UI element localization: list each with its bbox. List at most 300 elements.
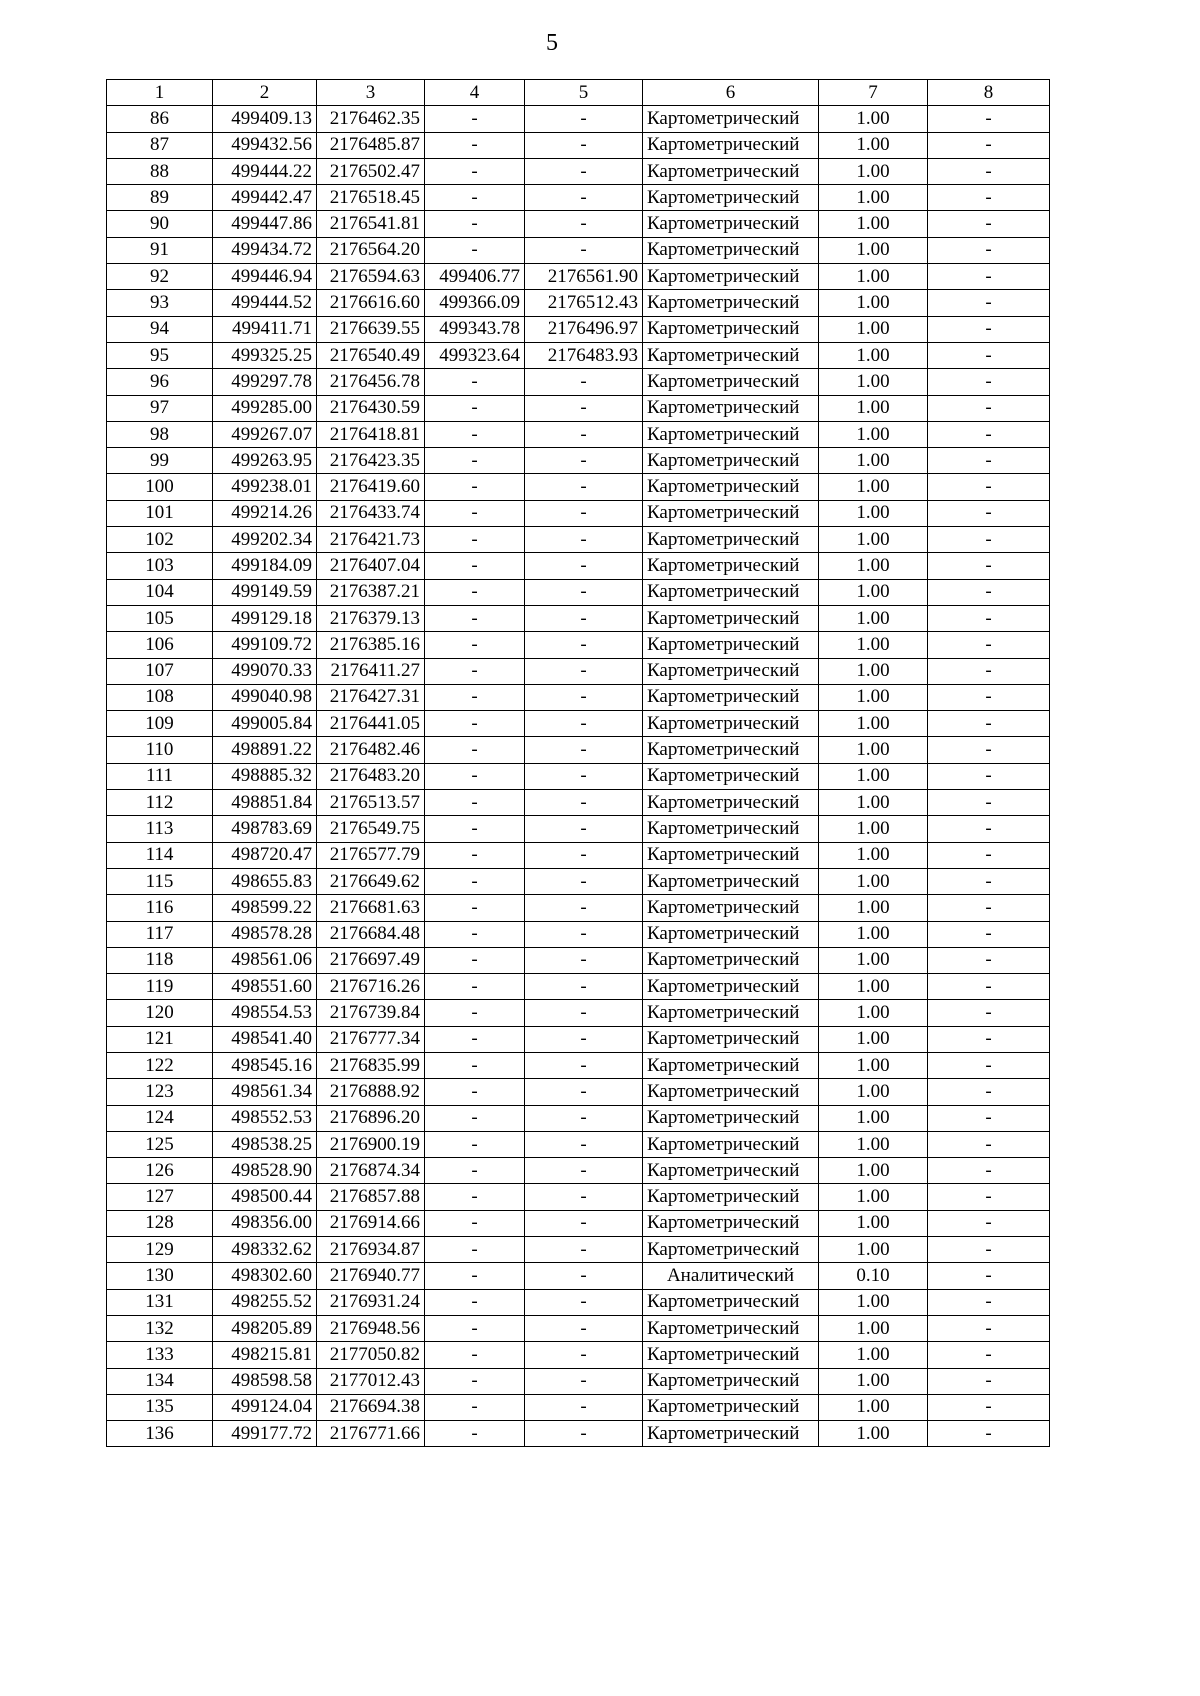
description-cell: - <box>928 1368 1050 1394</box>
method-cell: Картометрический <box>643 1026 819 1052</box>
x2-coordinate-cell: - <box>425 1421 525 1447</box>
method-cell: Картометрический <box>643 895 819 921</box>
y2-coordinate-cell: 2176561.90 <box>525 264 643 290</box>
method-cell: Картометрический <box>643 448 819 474</box>
table-row <box>107 605 1050 631</box>
method-cell: Картометрический <box>643 500 819 526</box>
y2-coordinate-cell: - <box>525 553 643 579</box>
y-coordinate-cell: 2176411.27 <box>317 658 425 684</box>
point-number-cell: 126 <box>107 1158 213 1184</box>
y2-coordinate-cell: - <box>525 816 643 842</box>
page-number: 5 <box>546 30 558 56</box>
method-cell: Картометрический <box>643 395 819 421</box>
x2-coordinate-cell: - <box>425 421 525 447</box>
description-cell: - <box>928 474 1050 500</box>
point-number-cell: 95 <box>107 342 213 368</box>
accuracy-cell: 1.00 <box>819 1289 928 1315</box>
table-row <box>107 658 1050 684</box>
x2-coordinate-cell: - <box>425 474 525 500</box>
x2-coordinate-cell: - <box>425 605 525 631</box>
table-row <box>107 579 1050 605</box>
point-number-cell: 133 <box>107 1342 213 1368</box>
y-coordinate-cell: 2176900.19 <box>317 1131 425 1157</box>
table-row <box>107 421 1050 447</box>
y-coordinate-cell: 2176427.31 <box>317 684 425 710</box>
x-coordinate-cell: 499214.26 <box>213 500 317 526</box>
accuracy-cell: 1.00 <box>819 500 928 526</box>
accuracy-cell: 1.00 <box>819 842 928 868</box>
method-cell: Картометрический <box>643 106 819 132</box>
accuracy-cell: 1.00 <box>819 421 928 447</box>
y2-coordinate-cell: - <box>525 1210 643 1236</box>
description-cell: - <box>928 211 1050 237</box>
table-row <box>107 211 1050 237</box>
y-coordinate-cell: 2176518.45 <box>317 185 425 211</box>
point-number-cell: 132 <box>107 1315 213 1341</box>
accuracy-cell: 1.00 <box>819 1158 928 1184</box>
x-coordinate-cell: 498552.53 <box>213 1105 317 1131</box>
x2-coordinate-cell: - <box>425 1368 525 1394</box>
y-coordinate-cell: 2176931.24 <box>317 1289 425 1315</box>
method-cell: Картометрический <box>643 527 819 553</box>
accuracy-cell: 1.00 <box>819 1105 928 1131</box>
method-cell: Картометрический <box>643 974 819 1000</box>
x-coordinate-cell: 498538.25 <box>213 1131 317 1157</box>
description-cell: - <box>928 868 1050 894</box>
y-coordinate-cell: 2176430.59 <box>317 395 425 421</box>
x2-coordinate-cell: - <box>425 1263 525 1289</box>
y2-coordinate-cell: - <box>525 895 643 921</box>
method-cell: Картометрический <box>643 816 819 842</box>
table-row <box>107 1026 1050 1052</box>
x2-coordinate-cell: 499323.64 <box>425 342 525 368</box>
x2-coordinate-cell: - <box>425 527 525 553</box>
method-cell: Картометрический <box>643 185 819 211</box>
method-cell: Картометрический <box>643 1079 819 1105</box>
accuracy-cell: 1.00 <box>819 474 928 500</box>
y-coordinate-cell: 2176485.87 <box>317 132 425 158</box>
point-number-cell: 129 <box>107 1237 213 1263</box>
point-number-cell: 127 <box>107 1184 213 1210</box>
point-number-cell: 106 <box>107 632 213 658</box>
method-cell: Картометрический <box>643 1421 819 1447</box>
y2-coordinate-cell: - <box>525 1237 643 1263</box>
y2-coordinate-cell: - <box>525 684 643 710</box>
y-coordinate-cell: 2176874.34 <box>317 1158 425 1184</box>
method-cell: Картометрический <box>643 1315 819 1341</box>
x2-coordinate-cell: - <box>425 895 525 921</box>
description-cell: - <box>928 1263 1050 1289</box>
description-cell: - <box>928 1237 1050 1263</box>
y2-coordinate-cell: - <box>525 947 643 973</box>
description-cell: - <box>928 500 1050 526</box>
y-coordinate-cell: 2176771.66 <box>317 1421 425 1447</box>
accuracy-cell: 0.10 <box>819 1263 928 1289</box>
accuracy-cell: 1.00 <box>819 868 928 894</box>
x-coordinate-cell: 498545.16 <box>213 1052 317 1078</box>
method-cell: Картометрический <box>643 790 819 816</box>
table-row <box>107 1237 1050 1263</box>
method-cell: Картометрический <box>643 1184 819 1210</box>
y2-coordinate-cell: - <box>525 658 643 684</box>
y-coordinate-cell: 2176914.66 <box>317 1210 425 1236</box>
table-row <box>107 342 1050 368</box>
y2-coordinate-cell: - <box>525 632 643 658</box>
point-number-cell: 97 <box>107 395 213 421</box>
x2-coordinate-cell: 499406.77 <box>425 264 525 290</box>
description-cell: - <box>928 158 1050 184</box>
y-coordinate-cell: 2176379.13 <box>317 605 425 631</box>
x2-coordinate-cell: - <box>425 369 525 395</box>
y-coordinate-cell: 2176482.46 <box>317 737 425 763</box>
accuracy-cell: 1.00 <box>819 1237 928 1263</box>
y-coordinate-cell: 2176549.75 <box>317 816 425 842</box>
column-header: 6 <box>643 80 819 106</box>
table-row <box>107 1158 1050 1184</box>
x2-coordinate-cell: - <box>425 158 525 184</box>
table-row <box>107 868 1050 894</box>
y2-coordinate-cell: - <box>525 921 643 947</box>
table-row <box>107 237 1050 263</box>
description-cell: - <box>928 1394 1050 1420</box>
method-cell: Картометрический <box>643 1052 819 1078</box>
method-cell: Картометрический <box>643 1394 819 1420</box>
description-cell: - <box>928 1131 1050 1157</box>
x2-coordinate-cell: - <box>425 816 525 842</box>
y2-coordinate-cell: - <box>525 474 643 500</box>
x-coordinate-cell: 498598.58 <box>213 1368 317 1394</box>
y-coordinate-cell: 2176639.55 <box>317 316 425 342</box>
description-cell: - <box>928 1079 1050 1105</box>
description-cell: - <box>928 237 1050 263</box>
description-cell: - <box>928 632 1050 658</box>
x-coordinate-cell: 498783.69 <box>213 816 317 842</box>
method-cell: Картометрический <box>643 237 819 263</box>
x2-coordinate-cell: - <box>425 1026 525 1052</box>
y-coordinate-cell: 2177050.82 <box>317 1342 425 1368</box>
x2-coordinate-cell: - <box>425 947 525 973</box>
accuracy-cell: 1.00 <box>819 106 928 132</box>
description-cell: - <box>928 1158 1050 1184</box>
accuracy-cell: 1.00 <box>819 974 928 1000</box>
description-cell: - <box>928 553 1050 579</box>
point-number-cell: 134 <box>107 1368 213 1394</box>
accuracy-cell: 1.00 <box>819 316 928 342</box>
description-cell: - <box>928 132 1050 158</box>
description-cell: - <box>928 1000 1050 1026</box>
accuracy-cell: 1.00 <box>819 790 928 816</box>
y-coordinate-cell: 2177012.43 <box>317 1368 425 1394</box>
x2-coordinate-cell: - <box>425 553 525 579</box>
table-row <box>107 1079 1050 1105</box>
x-coordinate-cell: 499444.22 <box>213 158 317 184</box>
x2-coordinate-cell: - <box>425 1394 525 1420</box>
x-coordinate-cell: 498528.90 <box>213 1158 317 1184</box>
y2-coordinate-cell: - <box>525 369 643 395</box>
accuracy-cell: 1.00 <box>819 632 928 658</box>
accuracy-cell: 1.00 <box>819 1342 928 1368</box>
table-row <box>107 1184 1050 1210</box>
method-cell: Картометрический <box>643 868 819 894</box>
point-number-cell: 87 <box>107 132 213 158</box>
x2-coordinate-cell: - <box>425 132 525 158</box>
x2-coordinate-cell: - <box>425 211 525 237</box>
x-coordinate-cell: 498302.60 <box>213 1263 317 1289</box>
x-coordinate-cell: 498356.00 <box>213 1210 317 1236</box>
accuracy-cell: 1.00 <box>819 816 928 842</box>
x-coordinate-cell: 498215.81 <box>213 1342 317 1368</box>
y-coordinate-cell: 2176419.60 <box>317 474 425 500</box>
x2-coordinate-cell: - <box>425 868 525 894</box>
y2-coordinate-cell: - <box>525 1158 643 1184</box>
description-cell: - <box>928 527 1050 553</box>
description-cell: - <box>928 711 1050 737</box>
y2-coordinate-cell: - <box>525 1026 643 1052</box>
y2-coordinate-cell: 2176496.97 <box>525 316 643 342</box>
method-cell: Картометрический <box>643 132 819 158</box>
description-cell: - <box>928 1315 1050 1341</box>
description-cell: - <box>928 1289 1050 1315</box>
y-coordinate-cell: 2176934.87 <box>317 1237 425 1263</box>
y-coordinate-cell: 2176456.78 <box>317 369 425 395</box>
accuracy-cell: 1.00 <box>819 1131 928 1157</box>
point-number-cell: 120 <box>107 1000 213 1026</box>
method-cell: Картометрический <box>643 1158 819 1184</box>
y2-coordinate-cell: - <box>525 1315 643 1341</box>
table-row <box>107 1315 1050 1341</box>
y-coordinate-cell: 2176513.57 <box>317 790 425 816</box>
description-cell: - <box>928 369 1050 395</box>
x2-coordinate-cell: - <box>425 237 525 263</box>
y-coordinate-cell: 2176483.20 <box>317 763 425 789</box>
x2-coordinate-cell: - <box>425 737 525 763</box>
accuracy-cell: 1.00 <box>819 290 928 316</box>
table-row <box>107 763 1050 789</box>
x-coordinate-cell: 498578.28 <box>213 921 317 947</box>
table-row <box>107 553 1050 579</box>
table-row <box>107 1131 1050 1157</box>
table-row <box>107 1342 1050 1368</box>
x-coordinate-cell: 499040.98 <box>213 684 317 710</box>
table-row <box>107 711 1050 737</box>
point-number-cell: 131 <box>107 1289 213 1315</box>
accuracy-cell: 1.00 <box>819 237 928 263</box>
y2-coordinate-cell: - <box>525 1079 643 1105</box>
method-cell: Картометрический <box>643 579 819 605</box>
y2-coordinate-cell: - <box>525 158 643 184</box>
y2-coordinate-cell: - <box>525 421 643 447</box>
x2-coordinate-cell: 499366.09 <box>425 290 525 316</box>
column-header: 4 <box>425 80 525 106</box>
accuracy-cell: 1.00 <box>819 895 928 921</box>
table-row <box>107 448 1050 474</box>
x-coordinate-cell: 499005.84 <box>213 711 317 737</box>
point-number-cell: 92 <box>107 264 213 290</box>
table-row <box>107 369 1050 395</box>
y2-coordinate-cell: - <box>525 1105 643 1131</box>
x-coordinate-cell: 499444.52 <box>213 290 317 316</box>
table-row <box>107 527 1050 553</box>
x-coordinate-cell: 499124.04 <box>213 1394 317 1420</box>
x-coordinate-cell: 499263.95 <box>213 448 317 474</box>
method-cell: Картометрический <box>643 763 819 789</box>
point-number-cell: 124 <box>107 1105 213 1131</box>
method-cell: Картометрический <box>643 290 819 316</box>
accuracy-cell: 1.00 <box>819 684 928 710</box>
column-header: 1 <box>107 80 213 106</box>
description-cell: - <box>928 421 1050 447</box>
x-coordinate-cell: 498205.89 <box>213 1315 317 1341</box>
x2-coordinate-cell: - <box>425 448 525 474</box>
y-coordinate-cell: 2176649.62 <box>317 868 425 894</box>
table-row <box>107 1394 1050 1420</box>
method-cell: Картометрический <box>643 316 819 342</box>
column-header: 7 <box>819 80 928 106</box>
accuracy-cell: 1.00 <box>819 1079 928 1105</box>
table-row <box>107 158 1050 184</box>
x-coordinate-cell: 498551.60 <box>213 974 317 1000</box>
accuracy-cell: 1.00 <box>819 369 928 395</box>
x-coordinate-cell: 499202.34 <box>213 527 317 553</box>
point-number-cell: 93 <box>107 290 213 316</box>
point-number-cell: 114 <box>107 842 213 868</box>
y2-coordinate-cell: - <box>525 527 643 553</box>
accuracy-cell: 1.00 <box>819 158 928 184</box>
x-coordinate-cell: 498561.06 <box>213 947 317 973</box>
table-row <box>107 132 1050 158</box>
method-cell: Картометрический <box>643 1368 819 1394</box>
accuracy-cell: 1.00 <box>819 1394 928 1420</box>
x2-coordinate-cell: - <box>425 1000 525 1026</box>
x2-coordinate-cell: 499343.78 <box>425 316 525 342</box>
description-cell: - <box>928 1342 1050 1368</box>
point-number-cell: 118 <box>107 947 213 973</box>
y-coordinate-cell: 2176385.16 <box>317 632 425 658</box>
description-cell: - <box>928 1210 1050 1236</box>
y-coordinate-cell: 2176541.81 <box>317 211 425 237</box>
point-number-cell: 122 <box>107 1052 213 1078</box>
accuracy-cell: 1.00 <box>819 264 928 290</box>
point-number-cell: 91 <box>107 237 213 263</box>
point-number-cell: 121 <box>107 1026 213 1052</box>
accuracy-cell: 1.00 <box>819 1184 928 1210</box>
point-number-cell: 123 <box>107 1079 213 1105</box>
point-number-cell: 98 <box>107 421 213 447</box>
y2-coordinate-cell: - <box>525 842 643 868</box>
table-row <box>107 1263 1050 1289</box>
y2-coordinate-cell: - <box>525 500 643 526</box>
point-number-cell: 103 <box>107 553 213 579</box>
accuracy-cell: 1.00 <box>819 1421 928 1447</box>
table-header-row <box>107 80 1050 106</box>
method-cell: Картометрический <box>643 684 819 710</box>
table-row <box>107 1210 1050 1236</box>
y2-coordinate-cell: - <box>525 448 643 474</box>
x-coordinate-cell: 498720.47 <box>213 842 317 868</box>
method-cell: Картометрический <box>643 369 819 395</box>
method-cell: Картометрический <box>643 921 819 947</box>
description-cell: - <box>928 342 1050 368</box>
y-coordinate-cell: 2176940.77 <box>317 1263 425 1289</box>
y2-coordinate-cell: - <box>525 974 643 1000</box>
y-coordinate-cell: 2176697.49 <box>317 947 425 973</box>
x-coordinate-cell: 498655.83 <box>213 868 317 894</box>
x2-coordinate-cell: - <box>425 1210 525 1236</box>
y-coordinate-cell: 2176418.81 <box>317 421 425 447</box>
y-coordinate-cell: 2176462.35 <box>317 106 425 132</box>
method-cell: Картометрический <box>643 158 819 184</box>
x2-coordinate-cell: - <box>425 842 525 868</box>
table-row <box>107 474 1050 500</box>
x2-coordinate-cell: - <box>425 974 525 1000</box>
y-coordinate-cell: 2176948.56 <box>317 1315 425 1341</box>
method-cell: Картометрический <box>643 342 819 368</box>
description-cell: - <box>928 790 1050 816</box>
y-coordinate-cell: 2176616.60 <box>317 290 425 316</box>
x-coordinate-cell: 499149.59 <box>213 579 317 605</box>
accuracy-cell: 1.00 <box>819 711 928 737</box>
method-cell: Картометрический <box>643 553 819 579</box>
description-cell: - <box>928 895 1050 921</box>
method-cell: Картометрический <box>643 632 819 658</box>
point-number-cell: 115 <box>107 868 213 894</box>
x-coordinate-cell: 499177.72 <box>213 1421 317 1447</box>
table-row <box>107 632 1050 658</box>
point-number-cell: 94 <box>107 316 213 342</box>
x-coordinate-cell: 499447.86 <box>213 211 317 237</box>
y-coordinate-cell: 2176684.48 <box>317 921 425 947</box>
x-coordinate-cell: 498561.34 <box>213 1079 317 1105</box>
point-number-cell: 116 <box>107 895 213 921</box>
y-coordinate-cell: 2176896.20 <box>317 1105 425 1131</box>
y-coordinate-cell: 2176739.84 <box>317 1000 425 1026</box>
point-number-cell: 96 <box>107 369 213 395</box>
y-coordinate-cell: 2176387.21 <box>317 579 425 605</box>
x2-coordinate-cell: - <box>425 579 525 605</box>
accuracy-cell: 1.00 <box>819 342 928 368</box>
accuracy-cell: 1.00 <box>819 579 928 605</box>
x-coordinate-cell: 498554.53 <box>213 1000 317 1026</box>
y-coordinate-cell: 2176888.92 <box>317 1079 425 1105</box>
y-coordinate-cell: 2176407.04 <box>317 553 425 579</box>
x-coordinate-cell: 499184.09 <box>213 553 317 579</box>
table-row <box>107 895 1050 921</box>
method-cell: Картометрический <box>643 1342 819 1368</box>
description-cell: - <box>928 737 1050 763</box>
table-row <box>107 1289 1050 1315</box>
method-cell: Картометрический <box>643 1210 819 1236</box>
description-cell: - <box>928 842 1050 868</box>
x2-coordinate-cell: - <box>425 395 525 421</box>
table-row <box>107 974 1050 1000</box>
description-cell: - <box>928 1026 1050 1052</box>
accuracy-cell: 1.00 <box>819 132 928 158</box>
y2-coordinate-cell: - <box>525 1421 643 1447</box>
x-coordinate-cell: 498500.44 <box>213 1184 317 1210</box>
y-coordinate-cell: 2176857.88 <box>317 1184 425 1210</box>
method-cell: Аналитический <box>643 1263 819 1289</box>
accuracy-cell: 1.00 <box>819 947 928 973</box>
method-cell: Картометрический <box>643 658 819 684</box>
x2-coordinate-cell: - <box>425 921 525 947</box>
y2-coordinate-cell: 2176483.93 <box>525 342 643 368</box>
x2-coordinate-cell: - <box>425 1105 525 1131</box>
accuracy-cell: 1.00 <box>819 211 928 237</box>
method-cell: Картометрический <box>643 474 819 500</box>
point-number-cell: 101 <box>107 500 213 526</box>
table-row <box>107 1105 1050 1131</box>
y-coordinate-cell: 2176540.49 <box>317 342 425 368</box>
